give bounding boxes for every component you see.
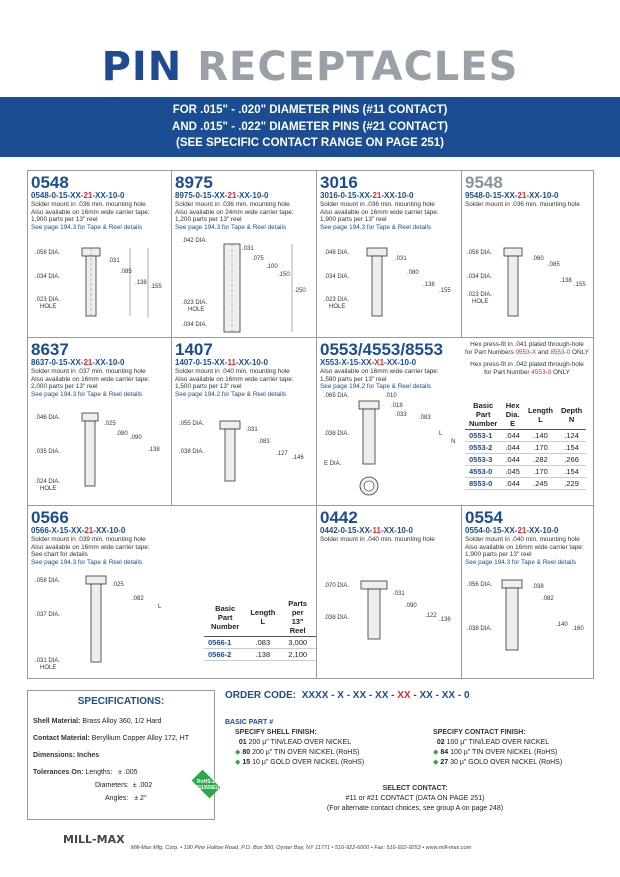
svg-text:.160: .160 <box>572 626 584 632</box>
svg-text:N: N <box>451 439 456 445</box>
table-0553 <box>465 400 586 490</box>
svg-text:.034 DIA.: .034 DIA. <box>35 274 61 280</box>
basic-part-label: BASIC PART # <box>225 719 274 726</box>
svg-text:.023 DIA.: .023 DIA. <box>324 297 350 303</box>
tape-reel-link[interactable]: See page 194.3 for Tape & Reel details <box>465 558 577 566</box>
tape-reel-link[interactable]: See page 194.3 for Tape & Reel details <box>320 223 432 231</box>
svg-text:.075: .075 <box>252 256 264 262</box>
footer-address: Mill-Max Mfg. Corp. • 190 Pine Hollow Road, P.O. Box 300, Oyster Bay, NY 11771 • 516-922-6000 • Fax: 516-922-9253 • www.mill-max.com <box>131 845 472 851</box>
tape-reel-link[interactable]: See page 194.3 for Tape & Reel details <box>31 390 143 398</box>
spec-shell: Shell Material: Brass Alloy 360, 1/2 Hard <box>33 718 162 725</box>
svg-text:.031: .031 <box>393 591 405 597</box>
svg-text:.035 DIA.: .035 DIA. <box>35 449 61 455</box>
svg-text:.138: .138 <box>148 447 160 453</box>
rohs-diamond-icon: ◆ <box>235 759 241 766</box>
svg-text:.018: .018 <box>391 403 403 409</box>
svg-text:.023 DIA.: .023 DIA. <box>35 297 61 303</box>
title-part-1: PIN <box>101 44 183 90</box>
contact-finish-block: SPECIFY CONTACT FINISH: 02 100 µ" TIN/LEAD OVER NICKEL ◆ 84 100 µ" TIN OVER NICKEL (RoHS) ◆ 27 30 µ" GOLD OVER NICKEL (RoHS) <box>433 729 563 766</box>
svg-text:.140: .140 <box>556 622 568 628</box>
svg-text:.031: .031 <box>395 256 407 262</box>
grid-row-3 <box>28 506 593 678</box>
part-number: 8637 <box>31 340 69 359</box>
drawing-9548 <box>464 226 592 336</box>
order-code: 8975-0-15-XX-21-XX-10-0 <box>175 191 269 200</box>
svg-text:.065 DIA.: .065 DIA. <box>324 393 350 399</box>
cell-0566: 0566 0566-X-15-XX-21-XX-10-0 Solder mount in .039 min. mounting hole Also available on 16mm wide carrier tape: See chart for details See page 194.3 for Tape & Reel details .058 DIA. .025 .082 .037 DIA. L .031 DIA. HOLE Basic Part Number Length L Parts per 13" Reel 0566-1 .083 3,000 0566-2 .138 2,100 <box>28 506 317 678</box>
title-part-2: RECEPTACLES <box>197 44 519 90</box>
order-code: 8637-0-15-XX-21-XX-10-0 <box>31 358 125 367</box>
table-row: 0553-1 .044 .140 .124 <box>465 430 586 442</box>
banner-line-2: AND .015" - .022" DIAMETER PINS (#21 CONTACT) <box>172 120 448 133</box>
table-header: Hex Dia. E <box>501 400 524 430</box>
svg-text:.055 DIA.: .055 DIA. <box>179 421 205 427</box>
order-code: 0442-0-15-XX-11-XX-10-0 <box>320 526 413 535</box>
table-header: Parts per 13" Reel <box>279 598 316 637</box>
svg-text:.136: .136 <box>439 617 451 623</box>
table-header: Depth N <box>557 400 586 430</box>
svg-text:.048 DIA.: .048 DIA. <box>324 250 350 256</box>
cell-0553: 0553/4553/8553 X553-X-15-XX-X1-XX-10-0 Also available on 16mm wide carrier tape: 1,580 parts per 13" reel See page 194.2 for Tape & Reel details Hex press-fit in .041 plated through-hole for Part Numbers 0553-X and 8553-0 ONLY Hex press-fit in .042 plated through-hole for Part Number 4553-0 ONLY .065 DIA. .010 .018 .033 .083 L N .038 DIA. E DIA. Basic Part Number Hex Dia. E Length L Depth N 0553-1 .044 .140 .124 0553-2 .044 .170 .154 0553-3 .044 .282 .266 4553-0 .045 .170 .154 8553-0 .044 .245 .229 <box>317 338 593 505</box>
table-0566 <box>204 598 316 661</box>
svg-text:.042 DIA.: .042 DIA. <box>182 238 208 244</box>
shell-option: ◆ 80 200 µ" TIN OVER NICKEL (RoHS) <box>235 749 360 756</box>
footer <box>63 833 603 863</box>
shell-option: ◆ 15 10 µ" GOLD OVER NICKEL (RoHS) <box>235 759 365 766</box>
rohs-diamond-icon: ◆ <box>433 749 439 756</box>
svg-text:.033: .033 <box>395 412 407 418</box>
svg-text:.010: .010 <box>385 393 397 399</box>
table-row: 8553-0 .044 .245 .229 <box>465 478 586 490</box>
order-code-line: ORDER CODE: XXXX - X - XX - XX - XX - XX - XX - 0 <box>225 690 470 701</box>
table-row: 0553-3 .044 .282 .266 <box>465 454 586 466</box>
shell-option: 01 200 µ" TIN/LEAD OVER NICKEL <box>238 739 352 746</box>
svg-text:.058 DIA.: .058 DIA. <box>467 250 493 256</box>
spec-tolerances: Tolerances On: Lengths: ± .005 Diameters: ± .002 Angles: ± 2° <box>33 769 153 802</box>
table-row: 4553-0 .045 .170 .154 <box>465 466 586 478</box>
svg-text:.038 DIA.: .038 DIA. <box>179 449 205 455</box>
table-row: 0566-1 .083 3,000 <box>204 637 316 649</box>
svg-text:.155: .155 <box>150 284 162 290</box>
svg-text:.082: .082 <box>132 596 144 602</box>
svg-text:.122: .122 <box>425 613 437 619</box>
rohs-diamond-icon: ◆ <box>235 749 241 756</box>
press-fit-notes: Hex press-fit in .041 plated through-hole for Part Numbers 0553-X and 8553-0 ONLY Hex press-fit in .042 plated through-hole for Part Number 4553-0 ONLY <box>465 341 589 376</box>
svg-text:HOLE: HOLE <box>40 304 57 310</box>
product-grid <box>27 170 594 679</box>
svg-text:.031: .031 <box>108 258 120 264</box>
svg-text:.090: .090 <box>405 603 417 609</box>
svg-text:.034 DIA.: .034 DIA. <box>182 322 208 328</box>
cell-0442: 0442 0442-0-15-XX-11-XX-10-0 Solder mount in .040 min. mounting hole .070 DIA. .031 .090 .122 .136 .038 DIA. <box>317 506 462 678</box>
drawing-3016 <box>319 223 459 336</box>
drawing-0553 <box>319 383 459 503</box>
table-row: 0566-2 .138 2,100 <box>204 649 316 661</box>
select-contact-block: SELECT CONTACT: #11 or #21 CONTACT (DATA ON PAGE 251) (For alternate contact choices, see group A on page 248) <box>326 785 504 812</box>
part-number: 0553/4553/8553 <box>320 340 443 359</box>
order-code: X553-X-15-XX-X1-XX-10-0 <box>320 358 417 367</box>
tape-reel-link[interactable]: See page 194.3 for Tape & Reel details <box>175 223 287 231</box>
svg-text:.024 DIA.: .024 DIA. <box>35 479 61 485</box>
contact-option: 02 100 µ" TIN/LEAD OVER NICKEL <box>436 739 550 746</box>
svg-text:.080: .080 <box>407 270 419 276</box>
rohs-diamond-icon: ◆ <box>433 759 439 766</box>
svg-text:.083: .083 <box>258 439 270 445</box>
drawing-1407 <box>174 390 314 503</box>
page-title <box>0 44 620 90</box>
svg-text:.085: .085 <box>120 269 132 275</box>
order-code: 0554-0-15-XX-21-XX-10-0 <box>465 526 559 535</box>
table-row: 0553-2 .044 .170 .154 <box>465 442 586 454</box>
part-number: 8975 <box>175 173 213 192</box>
grid-row-2 <box>28 338 593 506</box>
svg-text:E DIA.: E DIA. <box>324 461 342 467</box>
order-code: 1407-0-15-XX-11-XX-10-0 <box>175 358 268 367</box>
banner <box>0 97 620 157</box>
tape-reel-link[interactable]: See page 194.2 for Tape & Reel details <box>175 390 287 398</box>
svg-text:.090: .090 <box>130 435 142 441</box>
cell-0548: 0548 0548-0-15-XX-21-XX-10-0 Solder mount in .036 min. mounting hole Also available on 16mm wide carrier tape: 1,900 parts per 13" reel See page 194.3 for Tape & Reel details .058 DIA. .031 .085 .034 DIA. .138 .155 .023 DIA. HOLE <box>28 171 172 337</box>
part-number: 0554 <box>465 508 503 527</box>
svg-text:.138: .138 <box>135 280 147 286</box>
svg-text:.031: .031 <box>242 246 254 252</box>
table-header: Length L <box>524 400 557 430</box>
svg-text:.038: .038 <box>532 584 544 590</box>
svg-text:L: L <box>439 431 443 437</box>
svg-text:.250: .250 <box>294 288 306 294</box>
part-number: 3016 <box>320 173 358 192</box>
svg-text:.056 DIA.: .056 DIA. <box>467 582 493 588</box>
svg-text:.038 DIA.: .038 DIA. <box>324 431 350 437</box>
table-header: Length L <box>246 598 279 637</box>
svg-text:.023 DIA.: .023 DIA. <box>182 300 208 306</box>
svg-text:.100: .100 <box>266 264 278 270</box>
svg-text:.082: .082 <box>542 596 554 602</box>
contact-option: ◆ 84 100 µ" TIN OVER NICKEL (RoHS) <box>433 749 558 756</box>
svg-text:.058 DIA.: .058 DIA. <box>35 250 61 256</box>
svg-text:HOLE: HOLE <box>329 304 346 310</box>
rohs-label: RoHS-2 2011/65/EU <box>192 779 220 791</box>
svg-text:.083: .083 <box>419 415 431 421</box>
svg-text:.025: .025 <box>112 582 124 588</box>
svg-text:HOLE: HOLE <box>188 307 205 313</box>
drawing-0442 <box>319 551 459 671</box>
order-code: 0566-X-15-XX-21-XX-10-0 <box>31 526 126 535</box>
svg-text:.025: .025 <box>104 421 116 427</box>
spec-dimensions: Dimensions: Inches <box>33 752 100 759</box>
svg-text:.034 DIA.: .034 DIA. <box>467 274 493 280</box>
drawing-0554 <box>464 564 592 676</box>
tape-reel-link[interactable]: See page 194.3 for Tape & Reel details <box>31 223 143 231</box>
svg-text:.037 DIA.: .037 DIA. <box>35 612 61 618</box>
part-number: 0442 <box>320 508 358 527</box>
order-code: 3016-0-15-XX-21-XX-10-0 <box>320 191 414 200</box>
svg-text:.155: .155 <box>439 288 451 294</box>
svg-text:.023 DIA.: .023 DIA. <box>467 292 493 298</box>
svg-text:HOLE: HOLE <box>40 665 57 671</box>
drawing-8637 <box>30 390 170 503</box>
grid-row-1 <box>28 171 593 338</box>
svg-text:.080: .080 <box>116 431 128 437</box>
shell-finish-block: SPECIFY SHELL FINISH: 01 200 µ" TIN/LEAD OVER NICKEL ◆ 80 200 µ" TIN OVER NICKEL (RoHS) ◆ 15 10 µ" GOLD OVER NICKEL (RoHS) <box>235 729 365 766</box>
mill-max-logo: MILL-MAX <box>63 833 125 846</box>
svg-text:.127: .127 <box>276 451 288 457</box>
order-code: 0548-0-15-XX-21-XX-10-0 <box>31 191 125 200</box>
cell-3016: 3016 3016-0-15-XX-21-XX-10-0 Solder mount in .036 min. mounting hole Also available on 16mm wide carrier tape: 1,900 parts per 13" reel See page 194.3 for Tape & Reel details .048 DIA. .031 .080 .034 DIA. .138 .155 .023 DIA. HOLE <box>317 171 462 337</box>
svg-text:.150: .150 <box>278 272 290 278</box>
drawing-0548 <box>30 223 170 336</box>
svg-text:.060: .060 <box>532 256 544 262</box>
svg-text:.138: .138 <box>423 282 435 288</box>
svg-text:.031 DIA.: .031 DIA. <box>35 658 61 664</box>
svg-text:.038 DIA.: .038 DIA. <box>324 615 350 621</box>
banner-line-3: (SEE SPECIFIC CONTACT RANGE ON PAGE 251) <box>176 137 444 149</box>
part-number: 1407 <box>175 340 213 359</box>
cell-9548: 9548 9548-0-15-XX-21-XX-10-0 Solder mount in .036 min. mounting hole .058 DIA. .060 .085 .034 DIA. .138 .155 .023 DIA. HOLE <box>462 171 593 337</box>
svg-text:.031: .031 <box>246 427 258 433</box>
svg-text:.138: .138 <box>560 278 572 284</box>
spec-contact: Contact Material: Beryllium Copper Alloy 172, HT <box>33 735 190 742</box>
part-number: 9548 <box>465 173 503 192</box>
svg-text:.070 DIA.: .070 DIA. <box>324 583 350 589</box>
tape-reel-link[interactable]: See page 194.3 for Tape & Reel details <box>31 558 143 566</box>
svg-text:.046 DIA.: .046 DIA. <box>35 415 61 421</box>
specifications-box <box>27 690 220 820</box>
svg-text:.058 DIA.: .058 DIA. <box>35 578 61 584</box>
part-number: 0548 <box>31 173 69 192</box>
part-number: 0566 <box>31 508 69 527</box>
svg-text:.038 DIA.: .038 DIA. <box>467 626 493 632</box>
svg-text:.146: .146 <box>292 455 304 461</box>
cell-1407: 1407 1407-0-15-XX-11-XX-10-0 Solder mount in .040 min. mounting hole Also available on 16mm wide carrier tape: 1,500 parts per 13" reel See page 194.2 for Tape & Reel details .055 DIA. .031 .083 .127 .146 .038 DIA. <box>172 338 317 505</box>
svg-text:.034 DIA.: .034 DIA. <box>324 274 350 280</box>
svg-text:.085: .085 <box>548 262 560 268</box>
svg-text:L: L <box>158 604 162 610</box>
svg-text:.155: .155 <box>574 282 586 288</box>
order-code: 9548-0-15-XX-21-XX-10-0 <box>465 191 559 200</box>
cell-8637: 8637 8637-0-15-XX-21-XX-10-0 Solder mount in .037 min. mounting hole Also available on 16mm wide carrier tape: 2,000 parts per 13" reel See page 194.3 for Tape & Reel details .046 DIA. .025 .080 .090 .035 DIA. .138 .024 DIA. HOLE <box>28 338 172 505</box>
drawing-8975 <box>174 223 314 336</box>
contact-option: ◆ 27 30 µ" GOLD OVER NICKEL (RoHS) <box>433 759 563 766</box>
cell-8975: 8975 8975-0-15-XX-21-XX-10-0 Solder mount in .036 min. mounting hole Also available on 24mm wide carrier tape: 1,200 parts per 13" reel See page 194.3 for Tape & Reel details .042 DIA. .031 .075 .100 .150 .250 .023 DIA. HOLE .034 DIA. <box>172 171 317 337</box>
svg-text:HOLE: HOLE <box>40 486 57 492</box>
table-header: Basic Part Number <box>204 598 246 637</box>
banner-line-1: FOR .015" - .020" DIAMETER PINS (#11 CONTACT) <box>172 104 448 116</box>
drawing-0566 <box>30 564 200 676</box>
table-header: Basic Part Number <box>465 400 501 430</box>
specs-heading: SPECIFICATIONS: <box>77 696 165 707</box>
tape-reel-link[interactable]: See page 194.2 for Tape & Reel details <box>320 383 432 391</box>
svg-text:HOLE: HOLE <box>472 299 489 305</box>
cell-0554: 0554 0554-0-15-XX-21-XX-10-0 Solder mount in .040 min. mounting hole Also available on 16mm wide carrier tape: 1,900 parts per 13" reel See page 194.3 for Tape & Reel details .056 DIA. .038 .082 .140 .160 .038 DIA. <box>462 506 593 678</box>
